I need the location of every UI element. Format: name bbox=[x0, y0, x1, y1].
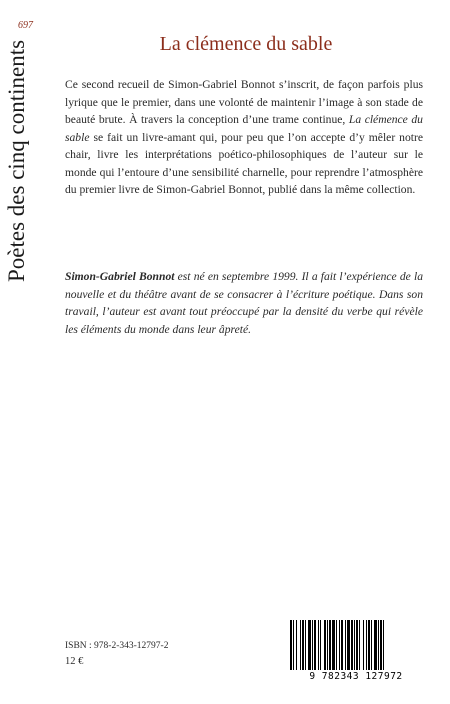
barcode-bar bbox=[318, 620, 319, 670]
barcode-bar bbox=[293, 620, 294, 670]
barcode-bar bbox=[332, 620, 335, 670]
barcode-bar bbox=[324, 620, 326, 670]
barcode-bar bbox=[363, 620, 364, 670]
series-number: 697 bbox=[18, 20, 33, 31]
barcode bbox=[282, 620, 430, 684]
barcode-bar bbox=[356, 620, 358, 670]
barcode-bar bbox=[374, 620, 377, 670]
barcode-bar bbox=[371, 620, 372, 670]
summary-title-italic: La clémence du sable bbox=[65, 113, 423, 144]
summary-text-part2: se fait un livre-amant qui, pour peu que l’on accepte d’y mêler notre chair, livre les interprétations poético-philosophiques de l’auteur sur le monde qui l’entoure d’une sensibilité charnelle, pour reprendre l’atmosphère du premier livre de Simon-Gabriel Bonnot, publié dans la même collection. bbox=[65, 130, 423, 196]
barcode-bar bbox=[305, 620, 306, 670]
isbn: ISBN : 978-2-343-12797-2 bbox=[65, 641, 169, 651]
barcode-bar bbox=[366, 620, 367, 670]
barcode-bar bbox=[368, 620, 370, 670]
price: 12 € bbox=[65, 656, 84, 667]
barcode-bar bbox=[296, 620, 297, 670]
barcode-bar bbox=[327, 620, 328, 670]
barcode-bar bbox=[378, 620, 379, 670]
barcode-bar bbox=[336, 620, 337, 670]
barcode-bars bbox=[290, 620, 422, 670]
author-name: Simon-Gabriel Bonnot bbox=[65, 270, 175, 283]
barcode-bar bbox=[302, 620, 304, 670]
barcode-bar bbox=[347, 620, 350, 670]
barcode-bar bbox=[339, 620, 340, 670]
barcode-bar bbox=[345, 620, 346, 670]
barcode-bar bbox=[300, 620, 301, 670]
barcode-digits: 9 782343 127972 bbox=[309, 671, 403, 682]
barcode-bar bbox=[341, 620, 343, 670]
barcode-bar bbox=[290, 620, 292, 670]
barcode-bar bbox=[351, 620, 353, 670]
summary-text-part1: Ce second recueil de Simon-Gabriel Bonnot s’inscrit, de façon parfois plus lyrique que le premier, dans une volonté de maintenir l’image à son stade de beauté brute. À travers la conception d’une trame continue, bbox=[65, 78, 423, 126]
series-title: Poètes des cinq continents bbox=[4, 40, 29, 283]
barcode-bar bbox=[383, 620, 384, 670]
barcode-bar bbox=[380, 620, 382, 670]
barcode-bar bbox=[314, 620, 316, 670]
barcode-bar bbox=[308, 620, 311, 670]
barcode-bar bbox=[320, 620, 321, 670]
barcode-bar bbox=[329, 620, 331, 670]
barcode-bar bbox=[354, 620, 355, 670]
barcode-bar bbox=[359, 620, 360, 670]
barcode-bar bbox=[312, 620, 313, 670]
author-bio bbox=[65, 268, 423, 338]
author-bio-text: est né en septembre 1999. Il a fait l’expérience de la nouvelle et du théâtre avant de se consacrer à l’écriture poétique. Dans son travail, l’auteur est avant tout préoccupé par la densité du verbe qui révèle les éléments du monde dans leur âpreté. bbox=[65, 270, 423, 336]
book-title: La clémence du sable bbox=[159, 33, 333, 55]
summary-paragraph bbox=[65, 76, 423, 199]
